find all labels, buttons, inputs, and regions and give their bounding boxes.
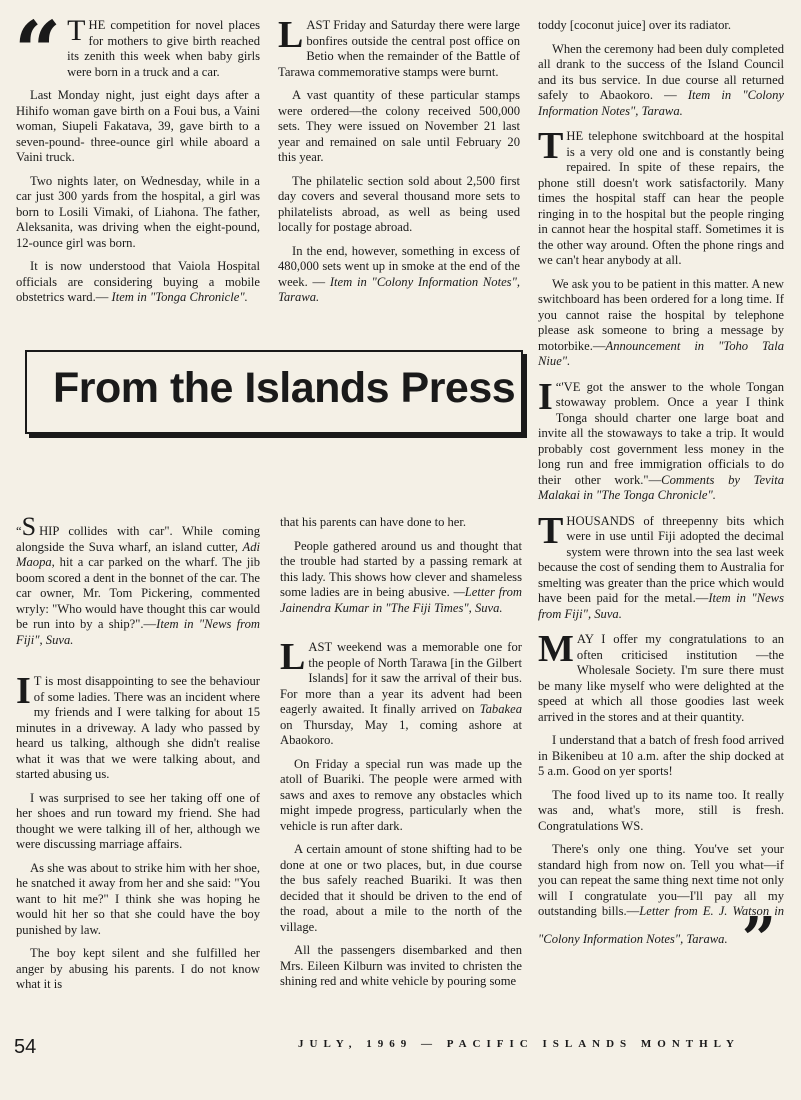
opening-quote-mark: “ — [14, 4, 62, 100]
article-bus: that his parents can have done to her. People gathered around us and thought that the trouble had started by a passing remark at this lady. This shows how clever and shameless some ladies are in being abusive. —Letter from Jainendra Kumar in "The Fiji Times", Suva. LAST weekend was a memorable one for the people of North Tarawa [in the Gilbert Islands] for it saw the arrival of their bus. For more than a year its advent had been eagerly awaited. It finally arrived on Tabakea on Thursday, May 1, coming ashore at Abaokoro. On Friday a special run was made up the atoll of Buariki. The people were armed with saws and axes to remove any obstacles which might impede progress, particularly when the vehicle is run after dark. A certain amount of stone shifting had to be done at one or two places, but, in due course the bus safely reached Buariki. It was then decided that it should be driven to the end of the road, about a mile to the north of the village. All the passengers disembarked and then Mrs. Eileen Kilburn was invited to christen the shining red and white vehicle by pouring some — [280, 515, 522, 988]
section-title: From the Islands Press — [53, 364, 516, 412]
running-footer: JULY, 1969 — PACIFIC ISLANDS MONTHLY — [298, 1038, 740, 1050]
page-number: 54 — [14, 1036, 37, 1058]
article-stamps: LAST Friday and Saturday there were large bonfires outside the central post office on Betio when the remainder of the Battle of Tarawa commemorative stamps were burnt. A vast quantity of these particular stamps were ordered—the colony received 500,000 sets. They were issued on November 21 last year and remained on sale until February 20 this year. The philatelic section sold about 2,500 first day covers and several thousand more sets to philatelists abroad, as well as being used locally for postage abroad. In the end, however, something in excess of 480,000 sets went up in smoke at the end of the week. — Item in "Colony Information Notes", Tarawa. — [278, 14, 520, 304]
section-banner — [25, 350, 523, 434]
article-births: “ T HE competition for novel places for mothers to give birth reached its zenith this week when baby girls were born in a truck and a car. Last Monday night, just eight days after a Hihifo woman gave birth on a Foui bus, a Vaini woman, Siupeli Fakatava, 39, gave birth to a seven-pound- three-ounce girl while aboard a Vaini truck. Two nights later, on Wednesday, while in a car just 300 yards from the hospital, a girl was born to Losili Vimaki, of Liahona. The father, Aleksanita, was driving when the eight-pound, 12-ounce girl was born. It is now understood that Vaiola Hospital officials are considering buying a mobile obstetrics ward.— Item in "Tonga Chronicle". — [14, 4, 260, 304]
article-column-3: toddy [coconut juice] over its radiator. When the ceremony had been duly completed all drank to the success of the Island Council and its bus service. In due course all returned safely to Abaokoro. — Item in "Colony Information Notes", Tarawa. THE telephone switchboard at the hospital is a very old one and is constantly being repaired. In spite of these repairs, the phone still doesn't work satisfactorily. Many times the hospital staff can hear the people ringing in to the hospital but the people ringing in cannot hear the hospital staff. Sometimes it is the other way around. Often the phone rings and we can't hear anybody at all. We ask you to be patient in this matter. A new switchboard has been ordered for a long time. If you cannot raise the hospital by telephone please ask someone to bring a message by motorbike.—Announcement in "Toho Tala Niue". “ I 'VE got the answer to the whole Tongan stowaway problem. Once a year I think Tonga should charter one large boat and invite all the stowaways to take a trip. It would probably cost government less money in the long run and free immigration officials to do their other work."—Comments by Tevita Malakai in "The Tonga Chronicle". THOUSANDS of threepenny bits which were in use until Fiji adopted the decimal system were thrown into the sea last week because the cost of sending them to Australia for smelting was greater than the price which would have been paid for the metal.—Item in "News from Fiji", Suva. MAY I offer my congratulations to an often criticised institution —the Wholesale Society. I'm sure there must be many like myself who were delighted at the speed at which all those goodies last week arrived in the stores and at their quantity. I understand that a batch of fresh food arrived in Bikenibeu at 10 a.m. after the ship docked at 5 a.m. Good on yer sports! The food lived up to its name too. It really was and, what's more, still is fresh. Congratulations WS. There's only one thing. You've set your standard high from now on. Tell you what—if you can repeat the same thing next time not only will I congratulate you—I'll pay all my outstanding bills.—Letter from E. J. Watson in "Colony Information Notes", Tarawa. ” — [538, 18, 784, 975]
closing-quote-mark: ” — [741, 904, 777, 975]
article-ship-and-ladies: “S HIP collides with car". While coming alongside the Suva wharf, an island cutter, Adi Maopa, hit a car parked on the wharf. The jib boom scored a dent in the bonnet of the car. The car owner, Mr. Tom Pickering, commented wryly: "Who would have thought this car would be run into by a ship?".—Item in "News from Fiji", Suva. I T is most disappointing to see the behaviour of some ladies. There was an incident where my friends and I were talking for about 15 minutes in a driveway. A lady who passed by heard us talking, although she didn't realise what it was that we were talking about, and started abusing us. I was surprised to see her taking off one of her shoes and run toward my friend. She had thought we were talking ill of her, although we were discussing marriage affairs. As she was about to strike him with her shoe, he snatched it away from her and she said: "You want to hit me?" I think she was hoping he would hit her so that she could have the boy punished by law. The boy kept silent and she fulfilled her anger by abusing his parents. I do not know what it is — [16, 512, 260, 991]
